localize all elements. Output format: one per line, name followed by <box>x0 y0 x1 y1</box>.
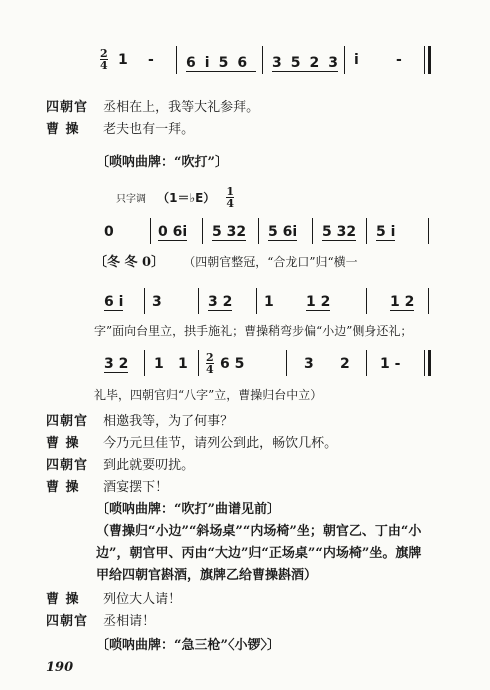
dialogue-line: 四朝官 到此就要叨扰。 <box>46 458 195 473</box>
dialogue-line <box>46 118 194 137</box>
bar-line <box>262 46 263 74</box>
score-row-2: 0 0 6i 5 32 5 6i 5 32 5 i <box>100 218 440 248</box>
note: - <box>148 52 154 68</box>
dialogue-line: 曹 操 今乃元旦佳节，请列公到此，畅饮几杯。 <box>46 436 338 451</box>
page-number: 190 <box>46 660 74 675</box>
suona-tune-title: 〔唢呐曲牌：“吹打”〕 <box>96 155 228 170</box>
bar-line <box>344 46 345 74</box>
line-text: 丞相在上，我等大礼参拜。 <box>103 100 260 115</box>
line-text: 老夫也有一拜。 <box>103 122 195 137</box>
stage-direction: （四朝官整冠，“合龙口”归“横一 <box>183 255 358 269</box>
bar-line <box>176 46 177 74</box>
key-signature <box>116 186 234 209</box>
speaker: 四朝官 <box>46 100 89 115</box>
score-row-1 <box>100 46 440 76</box>
key-label: 只字调 <box>116 194 146 205</box>
measure-1: 6 i 5 6 <box>186 52 256 72</box>
stage-direction: 边”，朝官甲、丙由“大边”归“正场桌”“内场椅”坐。旗牌 <box>96 546 422 561</box>
dialogue-line: 四朝官 相邀我等，为了何事？ <box>46 414 234 429</box>
dialogue-line: 曹 操 列位大人请！ <box>46 592 182 607</box>
dialogue-line: 曹 操 酒宴摆下！ <box>46 480 169 495</box>
stage-direction: 甲给四朝官斟酒，旗牌乙给曹操斟酒） <box>96 568 318 583</box>
time-signature: $\frac{2}{4}$ <box>100 47 108 72</box>
stage-direction: （曹操归“小边”“斜场桌”“内场椅”坐；朝官乙、丁由“小 <box>96 524 422 539</box>
final-bar-line <box>428 46 431 74</box>
percussion-label: 〔冬 冬 0〕 <box>94 255 165 270</box>
stage-direction: 礼毕，四朝官归“八字”立，曹操归台中立） <box>94 388 323 402</box>
stage-direction: 字”面向台里立，拱手施礼；曹操稍弯步偏“小边”侧身还礼； <box>94 324 413 338</box>
measure-2: 3 5 2 3 <box>272 52 338 72</box>
time-signature: $\frac{2}{4}$ <box>206 351 214 376</box>
dialogue-line: 四朝官 丞相请！ <box>46 614 156 629</box>
suona-tune-title: 〔唢呐曲牌：“急三枪”〈小锣〉〕 <box>96 638 280 653</box>
score-row-4: 3 2 1 1 $\frac{2}{4}$ 6 5 3 2 1 - <box>100 350 440 380</box>
key-time-signature: $\frac{1}{4}$ <box>226 185 235 210</box>
note: i <box>354 52 359 68</box>
speaker: 曹 操 <box>46 122 80 137</box>
key-sig: （1＝♭E） <box>157 191 216 205</box>
note: - <box>396 52 402 68</box>
score-row-3: 6 i 3 3 2 1 1 2 1 2 <box>100 288 440 318</box>
percussion-line <box>94 251 358 270</box>
dialogue-line <box>46 96 259 115</box>
suona-tune-title: 〔唢呐曲牌：“吹打”曲谱见前〕 <box>96 502 280 517</box>
note: 1 <box>118 52 128 68</box>
bar-line <box>424 46 425 74</box>
